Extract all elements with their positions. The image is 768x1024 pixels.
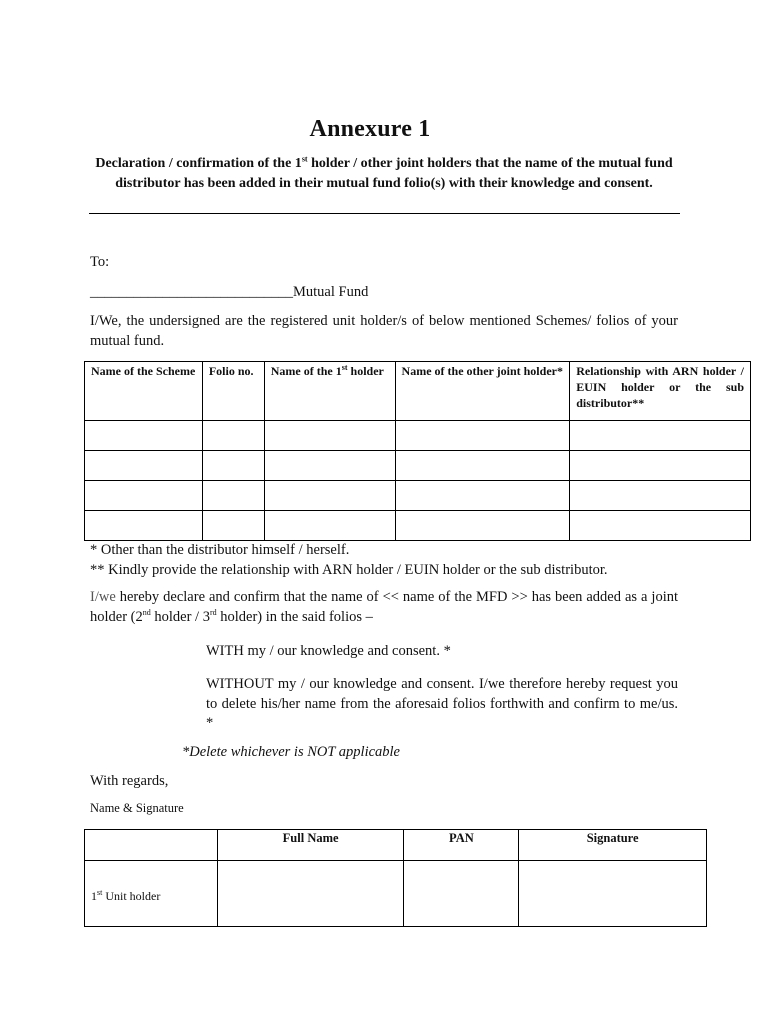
header-relationship: Relationship with ARN holder / EUIN holder or the sub distributor** [570,362,751,421]
table-cell[interactable] [395,451,570,481]
table-cell[interactable] [264,481,395,511]
table-cell[interactable] [395,421,570,451]
table-cell[interactable] [85,451,203,481]
table-cell[interactable] [85,421,203,451]
row-label-sup: st [97,888,103,897]
table-cell[interactable] [202,511,264,541]
table-row [85,511,751,541]
name-signature-label: Name & Signature [90,801,184,815]
regards-text: With regards, [90,773,169,789]
header-full-name: Full Name [217,830,404,861]
table-cell[interactable] [202,451,264,481]
header-blank [85,830,218,861]
table-cell[interactable] [264,421,395,451]
table-cell[interactable] [264,451,395,481]
header-scheme-name: Name of the Scheme [85,362,203,421]
declaration-text-2: holder / 3 [150,608,210,625]
fund-name-line [90,283,368,303]
declaration-sup-1: nd [142,607,151,617]
row-label-first-unit-holder [85,861,218,927]
fund-name-blank[interactable]: ____________________________ [90,284,293,300]
document-subtitle [92,154,676,193]
declaration-text-3: holder) in the said folios – [216,608,373,625]
header-signature: Signature [519,830,707,861]
intro-paragraph: I/We, the undersigned are the registered unit holder/s of below mentioned Schemes/ folios of your mutual fund. [90,313,678,349]
table-cell[interactable] [85,511,203,541]
header-folio-no: Folio no. [202,362,264,421]
header-joint-holder: Name of the other joint holder* [395,362,570,421]
table-row [85,861,707,927]
option-with-consent[interactable]: WITH my / our knowledge and consent. * [206,643,451,659]
signature-field[interactable] [519,861,707,927]
table-cell[interactable] [395,511,570,541]
subtitle-text-2: holder / other joint holders that the name of the mutual fund distributor has been added in their mutual fund folio(s) with their knowledge and consent. [115,156,673,191]
header-pan: PAN [404,830,519,861]
declaration-text-1: hereby declare and confirm that the name of << name of the MFD >> has been added as a joint holder (2 [90,589,678,625]
table-cell[interactable] [570,421,751,451]
document-title: Annexure 1 [309,116,431,142]
option-without-consent[interactable]: WITHOUT my / our knowledge and consent. I/we therefore hereby request you to delete his/her name from the aforesaid folios forthwith and confirm to me/us. * [206,676,678,731]
declaration-lead: I/we [90,589,116,605]
table-cell[interactable] [85,481,203,511]
table-cell[interactable] [570,511,751,541]
header-first-holder [264,362,395,421]
header-first-holder-sup: st [341,363,348,372]
table-cell[interactable] [395,481,570,511]
table-cell[interactable] [202,421,264,451]
full-name-field[interactable] [217,861,404,927]
signature-table [84,829,707,927]
header-first-holder-text: Name of the 1 [270,364,342,378]
table-cell[interactable] [202,481,264,511]
signature-table-header-row [85,830,707,861]
table-cell[interactable] [570,481,751,511]
scheme-folio-table [84,361,751,541]
table-cell[interactable] [570,451,751,481]
table-row [85,451,751,481]
pan-field[interactable] [404,861,519,927]
footnote-1: * Other than the distributor himself / herself. [90,542,350,558]
subtitle-text-1: Declaration / confirmation of the 1 [95,156,302,171]
table-row [85,481,751,511]
table-cell[interactable] [264,511,395,541]
row-label-tail: Unit holder [102,889,161,903]
title-divider [89,213,680,214]
subtitle-sup: st [301,154,308,164]
delete-note: *Delete whichever is NOT applicable [182,744,400,760]
fund-name-label: Mutual Fund [293,284,369,300]
declaration-paragraph [90,588,678,627]
header-first-holder-tail: holder [347,364,384,378]
declaration-sup-2: rd [209,607,217,617]
footnote-2: ** Kindly provide the relationship with ARN holder / EUIN holder or the sub distributor. [90,562,608,578]
scheme-table-header-row [85,362,751,421]
to-label: To: [90,254,110,270]
row-label-text: 1 [91,889,97,903]
table-row [85,421,751,451]
